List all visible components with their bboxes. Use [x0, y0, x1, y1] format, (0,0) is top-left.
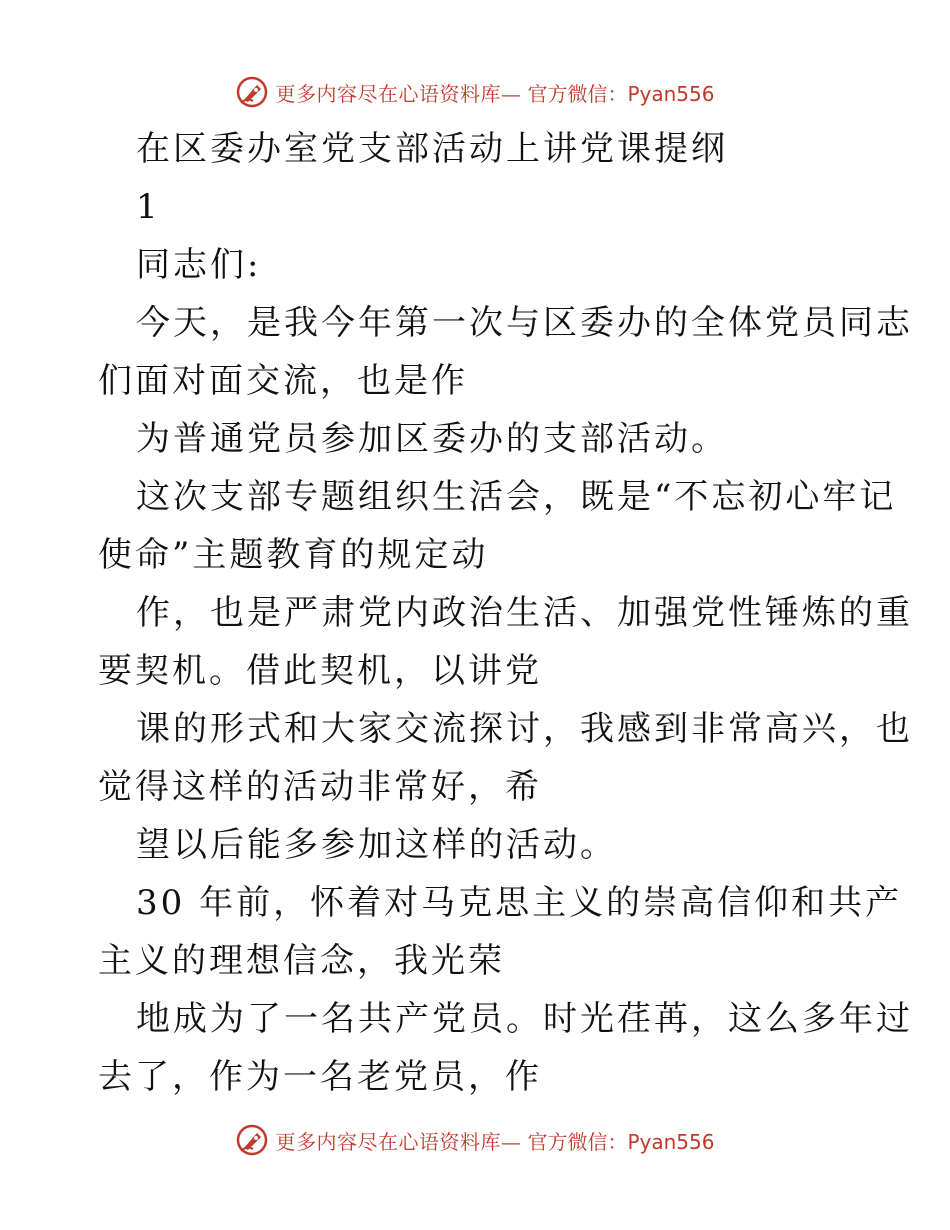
section-number: 1 [136, 187, 161, 227]
paragraph-line: 课的形式和大家交流探讨，我感到非常高兴，也 [136, 709, 913, 749]
paragraph-line: 这次支部专题组织生活会，既是“不忘初心牢记 [136, 477, 897, 517]
paragraph-line: 使命”主题教育的规定动 [98, 535, 489, 575]
paragraph-line: 主义的理想信念，我光荣 [98, 941, 505, 981]
footer-banner [0, 1120, 950, 1160]
pen-nib-logo-icon [235, 75, 269, 109]
document-title: 在区委办室党支部活动上讲党课提纲 [136, 129, 728, 169]
paragraph-line: 为普通党员参加区委办的支部活动。 [136, 419, 728, 459]
paragraph-line: 去了，作为一名老党员，作 [98, 1057, 542, 1097]
paragraph-line: 同志们: [136, 245, 262, 285]
footer-banner-text: 更多内容尽在心语资料库— [275, 1129, 522, 1154]
pen-nib-logo-icon [235, 1123, 269, 1157]
document-body [98, 120, 913, 1106]
paragraph-line: 要契机。借此契机，以讲党 [98, 651, 542, 691]
header-wechat-id: 官方微信：Pyan556 [527, 81, 715, 106]
paragraph-line: 作，也是严肃党内政治生活、加强党性锤炼的重 [136, 593, 913, 633]
paragraph-line: 望以后能多参加这样的活动。 [136, 825, 617, 865]
header-banner-text: 更多内容尽在心语资料库— [275, 81, 522, 106]
paragraph-line: 地成为了一名共产党员。时光荏苒，这么多年过 [136, 999, 913, 1039]
footer-wechat-id: 官方微信：Pyan556 [527, 1129, 715, 1154]
paragraph-line: 们面对面交流，也是作 [98, 361, 468, 401]
paragraph-line: 今天，是我今年第一次与区委办的全体党员同志 [136, 303, 913, 343]
paragraph-line: 30 年前，怀着对马克思主义的崇高信仰和共产 [136, 883, 903, 923]
paragraph-line: 觉得这样的活动非常好，希 [98, 767, 542, 807]
header-banner [0, 72, 950, 112]
